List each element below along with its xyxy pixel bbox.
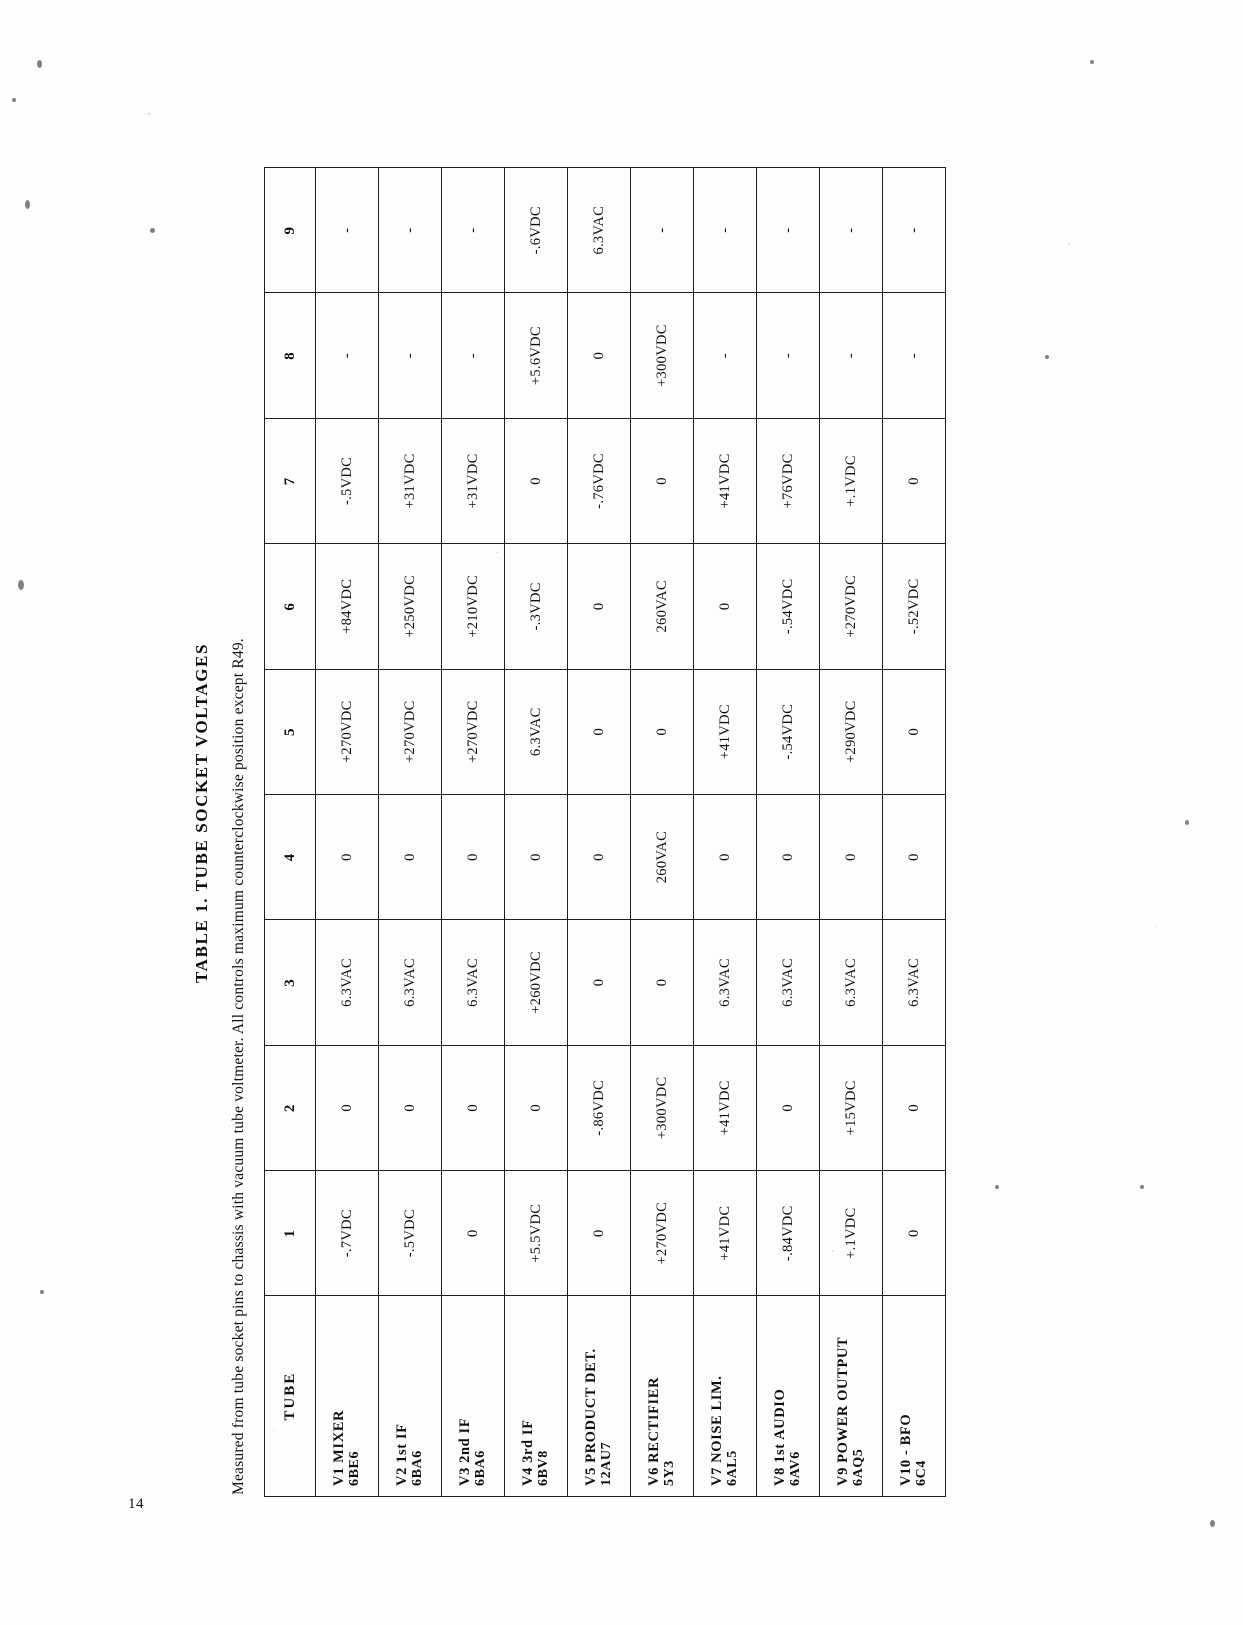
tube-type: 5Y3 xyxy=(661,1459,677,1486)
tube-cell xyxy=(567,1295,630,1496)
tube-cell xyxy=(504,1295,567,1496)
voltage-cell: -.52VDC xyxy=(882,543,945,668)
table-row xyxy=(756,167,819,1496)
voltage-cell: 0 xyxy=(504,418,567,543)
table-row xyxy=(378,167,441,1496)
voltage-cell: 0 xyxy=(882,669,945,794)
column-header-tube: TUBE xyxy=(264,1295,315,1496)
voltage-cell: 0 xyxy=(567,794,630,919)
voltage-cell: +84VDC xyxy=(315,543,378,668)
table-row xyxy=(504,167,567,1496)
tube-cell xyxy=(441,1295,504,1496)
voltage-cell: - xyxy=(441,167,504,292)
voltage-cell: 0 xyxy=(630,919,693,1044)
voltage-cell: -.54VDC xyxy=(756,543,819,668)
voltage-cell: 6.3VAC xyxy=(315,919,378,1044)
voltage-cell: - xyxy=(630,167,693,292)
table-row xyxy=(315,167,378,1496)
tube-type: 6BV8 xyxy=(535,1449,551,1486)
tube-type: 12AU7 xyxy=(598,1441,614,1486)
tube-type: 6BE6 xyxy=(346,1450,362,1486)
voltage-cell: +270VDC xyxy=(441,669,504,794)
voltage-cell: 0 xyxy=(504,1045,567,1170)
tube-cell xyxy=(693,1295,756,1496)
voltage-cell: 0 xyxy=(567,919,630,1044)
voltage-cell: 0 xyxy=(567,292,630,417)
tube-label: V4 3rd IF xyxy=(519,1418,536,1486)
voltage-cell: +270VDC xyxy=(819,543,882,668)
voltage-cell: +15VDC xyxy=(819,1045,882,1170)
page-number: 14 xyxy=(128,1496,144,1512)
table-header-row xyxy=(264,167,315,1496)
voltage-cell: - xyxy=(315,292,378,417)
tube-label: V9 POWER OUTPUT xyxy=(834,1336,851,1486)
voltage-cell: - xyxy=(693,292,756,417)
voltage-cell: 0 xyxy=(693,543,756,668)
tube-label: V6 RECTIFIER xyxy=(645,1376,662,1486)
voltage-cell: - xyxy=(882,167,945,292)
voltage-cell: -.86VDC xyxy=(567,1045,630,1170)
tube-cell xyxy=(315,1295,378,1496)
voltage-cell: 0 xyxy=(882,1045,945,1170)
column-header-pin-7: 7 xyxy=(264,418,315,543)
tube-type: 6C4 xyxy=(913,1459,929,1486)
voltage-cell: +270VDC xyxy=(630,1170,693,1295)
voltage-cell: +300VDC xyxy=(630,1045,693,1170)
voltage-cell: +.1VDC xyxy=(819,418,882,543)
voltage-cell: +260VDC xyxy=(504,919,567,1044)
voltage-cell: 6.3VAC xyxy=(819,919,882,1044)
voltage-cell: - xyxy=(819,292,882,417)
tube-cell xyxy=(378,1295,441,1496)
voltage-cell: - xyxy=(882,292,945,417)
column-header-pin-8: 8 xyxy=(264,292,315,417)
voltage-cell: +41VDC xyxy=(693,1170,756,1295)
voltage-cell: 6.3VAC xyxy=(378,919,441,1044)
voltage-cell: +290VDC xyxy=(819,669,882,794)
voltage-cell: +41VDC xyxy=(693,669,756,794)
tube-type: 6BA6 xyxy=(409,1449,425,1486)
voltage-cell: 6.3VAC xyxy=(756,919,819,1044)
column-header-pin-1: 1 xyxy=(264,1170,315,1295)
table-row xyxy=(693,167,756,1496)
voltage-cell: -.6VDC xyxy=(504,167,567,292)
voltage-cell: 0 xyxy=(378,794,441,919)
column-header-pin-2: 2 xyxy=(264,1045,315,1170)
voltage-cell: 0 xyxy=(630,418,693,543)
voltage-cell: +76VDC xyxy=(756,418,819,543)
table-row xyxy=(882,167,945,1496)
voltage-cell: 0 xyxy=(882,1170,945,1295)
voltage-cell: 0 xyxy=(441,1170,504,1295)
table-note: Measured from tube socket pins to chassis with vacuum tube voltmeter. All controls maximum counterclockwise position except R49. xyxy=(229,637,247,1495)
voltage-cell: 0 xyxy=(315,1045,378,1170)
table-row xyxy=(441,167,504,1496)
column-header-pin-4: 4 xyxy=(264,794,315,919)
column-header-pin-6: 6 xyxy=(264,543,315,668)
voltage-cell: +210VDC xyxy=(441,543,504,668)
voltage-cell: 0 xyxy=(378,1045,441,1170)
voltage-cell: +250VDC xyxy=(378,543,441,668)
voltage-cell: 0 xyxy=(693,794,756,919)
voltage-cell: 6.3VAC xyxy=(882,919,945,1044)
voltage-cell: +300VDC xyxy=(630,292,693,417)
voltage-cell: 260VAC xyxy=(630,543,693,668)
tube-cell xyxy=(630,1295,693,1496)
column-header-pin-9: 9 xyxy=(264,167,315,292)
tube-cell xyxy=(819,1295,882,1496)
tube-cell xyxy=(756,1295,819,1496)
voltage-cell: 0 xyxy=(567,669,630,794)
voltage-cell: 0 xyxy=(819,794,882,919)
voltage-cell: -.54VDC xyxy=(756,669,819,794)
table-row xyxy=(630,167,693,1496)
tube-label: V10 - BFO xyxy=(897,1413,914,1486)
voltage-cell: -.7VDC xyxy=(315,1170,378,1295)
voltage-cell: - xyxy=(756,167,819,292)
voltage-cell: - xyxy=(441,292,504,417)
voltage-cell: - xyxy=(378,167,441,292)
voltage-cell: +270VDC xyxy=(378,669,441,794)
voltage-cell: -.5VDC xyxy=(315,418,378,543)
voltage-cell: 0 xyxy=(756,1045,819,1170)
voltage-cell: -.5VDC xyxy=(378,1170,441,1295)
voltage-cell: - xyxy=(693,167,756,292)
voltage-cell: 0 xyxy=(315,794,378,919)
voltage-cell: 0 xyxy=(504,794,567,919)
voltage-cell: -.3VDC xyxy=(504,543,567,668)
voltage-cell: +31VDC xyxy=(441,418,504,543)
voltage-cell: - xyxy=(378,292,441,417)
table-row xyxy=(567,167,630,1496)
tube-label: V8 1st AUDIO xyxy=(771,1388,788,1486)
column-header-pin-3: 3 xyxy=(264,919,315,1044)
voltage-cell: 0 xyxy=(441,1045,504,1170)
voltage-cell: 6.3VAC xyxy=(693,919,756,1044)
tube-label: V3 2nd IF xyxy=(456,1417,473,1486)
voltage-cell: 0 xyxy=(441,794,504,919)
tube-label: V7 NOISE LIM. xyxy=(708,1374,725,1486)
voltage-cell: +5.5VDC xyxy=(504,1170,567,1295)
tube-label: V1 MIXER xyxy=(330,1409,347,1486)
voltage-cell: +5.6VDC xyxy=(504,292,567,417)
voltage-cell: -.76VDC xyxy=(567,418,630,543)
tube-socket-voltages-table xyxy=(264,167,946,1497)
voltage-cell: 0 xyxy=(756,794,819,919)
tube-type: 6AV6 xyxy=(787,1450,803,1486)
voltage-cell: 0 xyxy=(630,669,693,794)
voltage-cell: +31VDC xyxy=(378,418,441,543)
column-header-pin-5: 5 xyxy=(264,669,315,794)
tube-label: V5 PRODUCT DET. xyxy=(582,1347,599,1486)
voltage-cell: 6.3VAC xyxy=(504,669,567,794)
voltage-cell: +41VDC xyxy=(693,418,756,543)
voltage-cell: 0 xyxy=(882,418,945,543)
voltage-cell: - xyxy=(756,292,819,417)
voltage-cell: +270VDC xyxy=(315,669,378,794)
voltage-cell: 0 xyxy=(882,794,945,919)
voltage-cell: 0 xyxy=(567,543,630,668)
table-row xyxy=(819,167,882,1496)
tube-type: 6BA6 xyxy=(472,1449,488,1486)
voltage-cell: - xyxy=(819,167,882,292)
tube-type: 6AQ5 xyxy=(850,1448,866,1486)
voltage-cell: - xyxy=(315,167,378,292)
tube-label: V2 1st IF xyxy=(393,1422,410,1486)
voltage-cell: 6.3VAC xyxy=(567,167,630,292)
voltage-cell: 0 xyxy=(567,1170,630,1295)
voltage-cell: +.1VDC xyxy=(819,1170,882,1295)
voltage-cell: 260VAC xyxy=(630,794,693,919)
voltage-cell: +41VDC xyxy=(693,1045,756,1170)
tube-type: 6AL5 xyxy=(724,1449,740,1486)
tube-cell xyxy=(882,1295,945,1496)
voltage-cell: -.84VDC xyxy=(756,1170,819,1295)
table-title: TABLE 1. TUBE SOCKET VOLTAGES xyxy=(191,642,211,983)
voltage-cell: 6.3VAC xyxy=(441,919,504,1044)
